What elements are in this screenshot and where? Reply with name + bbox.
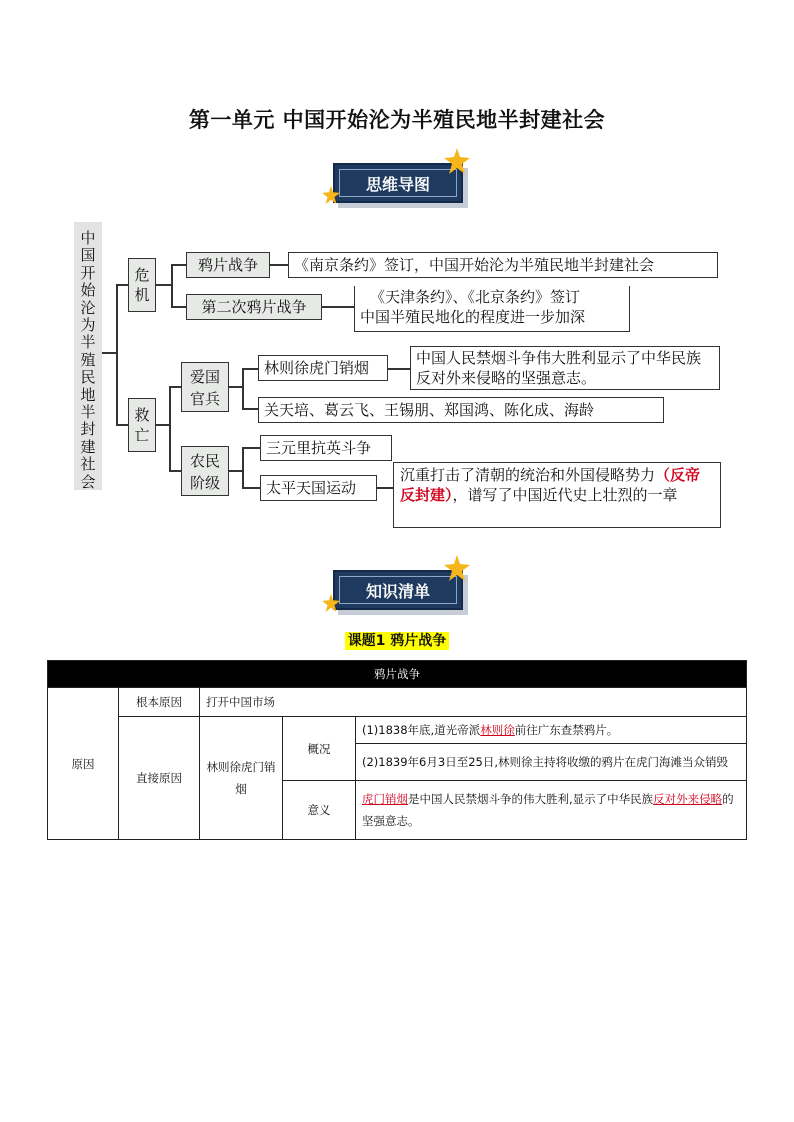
node-second-opium-war: 第二次鸦片战争 [186, 294, 322, 320]
cell-root-cause: 根本原因 [119, 688, 200, 717]
text-highlight: 虎门销烟 [362, 792, 408, 806]
text-highlight: 林则徐 [480, 723, 515, 737]
note-text: 沉重打击了清朝的统治和外国侵略势力 [400, 466, 656, 484]
text: 前往广东查禁鸦片。 [514, 723, 619, 737]
star-icon [444, 555, 470, 581]
node-officers: 关天培、葛云飞、王锡朋、郑国鸿、陈化成、海龄 [258, 397, 664, 423]
star-icon [322, 594, 340, 612]
table-row [48, 661, 747, 688]
node-taiping: 太平天国运动 [260, 475, 377, 501]
table-row [48, 717, 747, 744]
note-line: 中国半殖民地化的程度进一步加深 [360, 308, 586, 326]
cell-direct-cause: 直接原因 [119, 717, 200, 840]
table-row [48, 688, 747, 717]
note-text-highlight: （反帝反封建） [400, 466, 701, 504]
node-sanyuanli: 三元里抗英斗争 [260, 435, 392, 461]
page-title: 第一单元 中国开始沦为半殖民地半封建社会 [188, 108, 606, 132]
note-lin: 中国人民禁烟斗争伟大胜利显示了中华民族反对外来侵略的坚强意志。 [410, 346, 720, 390]
text: (1)1838年底,道光帝派 [362, 723, 481, 737]
node-opium-war: 鸦片战争 [186, 252, 270, 278]
text: 的坚强意志。 [362, 792, 734, 828]
cell-root-cause-value: 打开中国市场 [200, 688, 747, 717]
note-line: 《天津条约》、《北京条约》签订 [370, 288, 581, 306]
mindmap-badge-label: 思维导图 [365, 175, 430, 194]
star-icon [444, 148, 470, 174]
note-second-opium-war [354, 286, 630, 332]
knowledge-table [47, 660, 747, 840]
node-patriots: 爱国 官兵 [181, 362, 229, 412]
node-lin-humen: 林则徐虎门销烟 [258, 355, 388, 381]
cell-overview-2: (2)1839年6月3日至25日,林则徐主持将收缴的鸦片在虎门海滩当众销毁 [356, 744, 747, 781]
cell-overview: 概况 [283, 717, 356, 781]
note-text: ，谱写了中国近代史上壮烈的一章 [452, 486, 678, 504]
text-highlight: 反对外来侵略 [653, 792, 723, 806]
mindmap-root: 中 国 开 始 沦 为 半 殖 民 地 半 封 建 社 会 [74, 222, 102, 490]
text: 是中国人民禁烟斗争的伟大胜利,显示了中华民族 [408, 792, 654, 806]
node-salvation: 救 亡 [128, 398, 156, 452]
star-icon [322, 186, 340, 204]
node-peasants: 农民 阶级 [181, 446, 229, 496]
node-crisis: 危 机 [128, 258, 156, 312]
cell-cause: 原因 [48, 688, 119, 840]
cell-event: 林则徐虎门销烟 [200, 717, 283, 840]
cell-significance: 意义 [283, 781, 356, 840]
note-opium-war: 《南京条约》签订，中国开始沦为半殖民地半封建社会 [288, 252, 718, 278]
topic-label: 课题1 鸦片战争 [345, 632, 450, 650]
table-header: 鸦片战争 [48, 661, 747, 688]
cell-overview-1 [356, 717, 747, 744]
knowledge-badge-label: 知识清单 [365, 582, 430, 601]
note-taiping [393, 462, 721, 528]
cell-significance-text [356, 781, 747, 840]
